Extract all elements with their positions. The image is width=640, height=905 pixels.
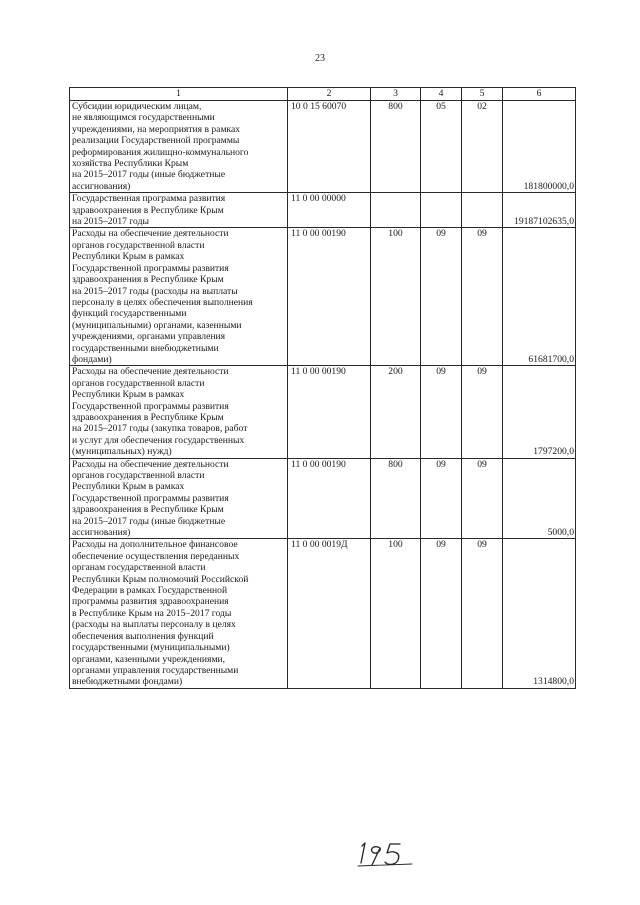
column-header: 3 <box>371 88 421 101</box>
row-target-code: 11 0 00 00190 <box>288 366 371 458</box>
table-row <box>70 366 576 458</box>
table-row <box>70 193 576 228</box>
column-header: 5 <box>462 88 503 101</box>
row-description: Расходы на обеспечение деятельности органов государственной власти Республики Крым в рамках Государственной программы развития здравоохранения в Республике Крым на 2015–2017 годы (иные бюджетные ассигнования) <box>70 458 288 539</box>
row-section <box>421 193 462 228</box>
row-description: Субсидии юридическим лицам, не являющимся государственными учреждениями, на мероприятия в рамках реализации Государственной программы реформирования жилищно-коммунального хозяйства Республики Крым на 2015–2017 годы (иные бюджетные ассигнования) <box>70 101 288 193</box>
row-expense-type: 800 <box>371 101 421 193</box>
row-subsection: 09 <box>462 366 503 458</box>
row-expense-type: 200 <box>371 366 421 458</box>
table-row <box>70 101 576 193</box>
row-subsection <box>462 193 503 228</box>
column-header: 2 <box>288 88 371 101</box>
table-row <box>70 539 576 688</box>
row-description: Расходы на обеспечение деятельности органов государственной власти Республики Крым в рамках Государственной программы развития здравоохранения в Республике Крым на 2015–2017 годы (закупка товаров, работ и услуг для обеспечения государственных (муниципальных) нужд) <box>70 366 288 458</box>
table-row <box>70 228 576 366</box>
row-subsection: 02 <box>462 101 503 193</box>
row-target-code: 10 0 15 60070 <box>288 101 371 193</box>
row-amount: 181800000,0 <box>503 101 576 193</box>
row-section: 09 <box>421 228 462 366</box>
row-expense-type: 100 <box>371 228 421 366</box>
handwritten-page-number <box>356 838 416 868</box>
row-amount: 1314800,0 <box>503 539 576 688</box>
row-expense-type <box>371 193 421 228</box>
table-header-row <box>70 88 576 101</box>
table-row <box>70 458 576 539</box>
row-subsection: 09 <box>462 458 503 539</box>
row-target-code: 11 0 00 0019Д <box>288 539 371 688</box>
row-amount: 19187102635,0 <box>503 193 576 228</box>
row-target-code: 11 0 00 00190 <box>288 458 371 539</box>
row-amount: 5000,0 <box>503 458 576 539</box>
column-header: 6 <box>503 88 576 101</box>
row-subsection: 09 <box>462 228 503 366</box>
row-expense-type: 800 <box>371 458 421 539</box>
budget-table <box>69 87 576 689</box>
row-amount: 61681700,0 <box>503 228 576 366</box>
row-section: 05 <box>421 101 462 193</box>
row-section: 09 <box>421 458 462 539</box>
column-header: 1 <box>70 88 288 101</box>
row-amount: 1797200,0 <box>503 366 576 458</box>
row-target-code: 11 0 00 00190 <box>288 228 371 366</box>
row-description: Государственная программа развития здравоохранения в Республике Крым на 2015–2017 годы <box>70 193 288 228</box>
page-number: 23 <box>315 53 325 64</box>
row-target-code: 11 0 00 00000 <box>288 193 371 228</box>
row-section: 09 <box>421 366 462 458</box>
row-description: Расходы на обеспечение деятельности органов государственной власти Республики Крым в рамках Государственной программы развития здравоохранения в Республике Крым на 2015–2017 годы (расходы на выплаты персоналу в целях обеспечения выполнения функций государственными (муниципальными) органами, казенными учреждениями, органами управления государственными внебюджетными фондами) <box>70 228 288 366</box>
row-description: Расходы на дополнительное финансовое обеспечение осуществления переданных органам государственной власти Республики Крым полномочий Российской Федерации в рамках Государственной программы развития здравоохранения в Республике Крым на 2015–2017 годы (расходы на выплаты персоналу в целях обеспечения выполнения функций государственными (муниципальными) органами, казенными учреждениями, органами управления государственными внебюджетными фондами) <box>70 539 288 688</box>
row-section: 09 <box>421 539 462 688</box>
column-header: 4 <box>421 88 462 101</box>
row-expense-type: 100 <box>371 539 421 688</box>
row-subsection: 09 <box>462 539 503 688</box>
